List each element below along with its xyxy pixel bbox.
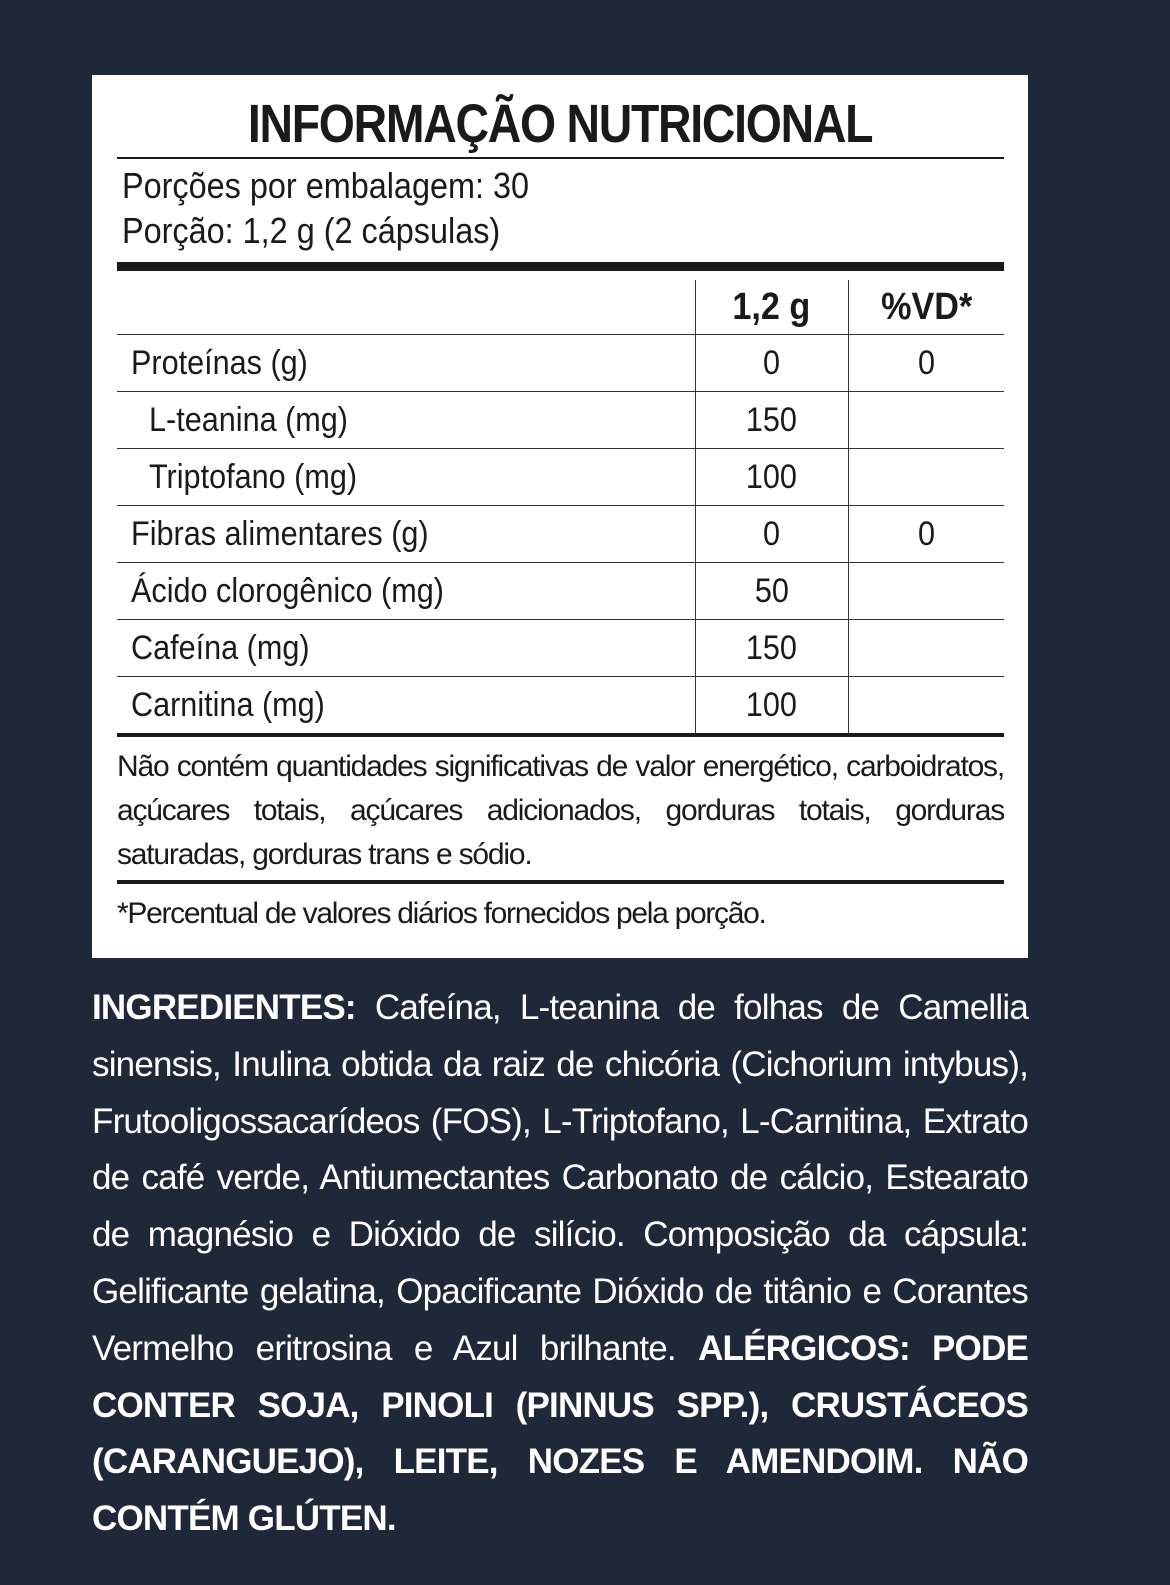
footnote: *Percentual de valores diários fornecidos pela porção.: [117, 897, 766, 930]
nutrient-amount: 0: [695, 506, 848, 563]
table-row: [117, 392, 1004, 449]
nutrient-name: Fibras alimentares (g): [117, 506, 695, 563]
nutrient-dv: [848, 620, 1004, 677]
ingredients-list: Cafeína, L-teanina de folhas de Camellia sinensis, Inulina obtida da raiz de chicória (Cichorium intybus), Frutooligossacarídeos (FOS), L-Triptofano, L-Carnitina, Extrato de café verde, Antiumectantes Carbonato de cálcio, Estearato de magnésio e Dióxido de silício. Composição da cápsula: Gelificante gelatina, Opacificante Dióxido de titânio e Corantes Vermelho eritrosina e Azul brilhante.: [92, 988, 1028, 1368]
table-row: [117, 506, 1004, 563]
table-row: [117, 563, 1004, 620]
nutrient-dv: [848, 677, 1004, 736]
nutrient-dv: [848, 449, 1004, 506]
ingredients-label: INGREDIENTES:: [92, 988, 356, 1027]
servings-per-package: Porções por embalagem: 30: [122, 165, 530, 206]
nutrition-facts-panel: [92, 75, 1028, 958]
nutrient-name: Proteínas (g): [117, 335, 695, 392]
table-header: [117, 280, 1004, 335]
serving-size: Porção: 1,2 g (2 cápsulas): [122, 210, 501, 251]
thick-rule: [117, 262, 1004, 271]
table-row: [117, 677, 1004, 736]
panel-title: INFORMAÇÃO NUTRICIONAL: [247, 94, 873, 154]
nutrient-name: Cafeína (mg): [117, 620, 695, 677]
nutrient-amount: 0: [695, 335, 848, 392]
nutrient-dv: 0: [848, 506, 1004, 563]
title-rule: [117, 157, 1004, 159]
nutrient-name: L-teanina (mg): [117, 392, 695, 449]
table-row: [117, 335, 1004, 392]
nutrient-amount: 100: [695, 449, 848, 506]
nutrient-name: Triptofano (mg): [117, 449, 695, 506]
nutrient-amount: 150: [695, 620, 848, 677]
nutrient-amount: 150: [695, 392, 848, 449]
ingredients-text: [92, 980, 1028, 1548]
nutrition-note: Não contém quantidades significativas de valor energético, carboidratos, açúcares totais, açúcares adicionados, gorduras totais, gorduras saturadas, gorduras trans e sódio.: [117, 750, 1004, 871]
nutrient-dv: [848, 563, 1004, 620]
nutrient-amount: 100: [695, 677, 848, 736]
nutrition-table: [117, 280, 1004, 737]
header-name: [117, 280, 695, 335]
table-row: [117, 449, 1004, 506]
nutrient-name: Carnitina (mg): [117, 677, 695, 736]
header-dv: %VD*: [848, 280, 1004, 335]
header-amount: 1,2 g: [695, 280, 848, 335]
nutrient-dv: [848, 392, 1004, 449]
nutrient-amount: 50: [695, 563, 848, 620]
allergens-warning: ALÉRGICOS: PODE CONTER SOJA, PINOLI (PINNUS SPP.), CRUSTÁCEOS (CARANGUEJO), LEITE, NOZES E AMENDOIM. NÃO CONTÉM GLÚTEN.: [92, 1328, 1029, 1539]
nutrient-name: Ácido clorogênico (mg): [117, 563, 695, 620]
table-row: [117, 620, 1004, 677]
nutrient-dv: 0: [848, 335, 1004, 392]
footnote-rule: [117, 880, 1004, 884]
